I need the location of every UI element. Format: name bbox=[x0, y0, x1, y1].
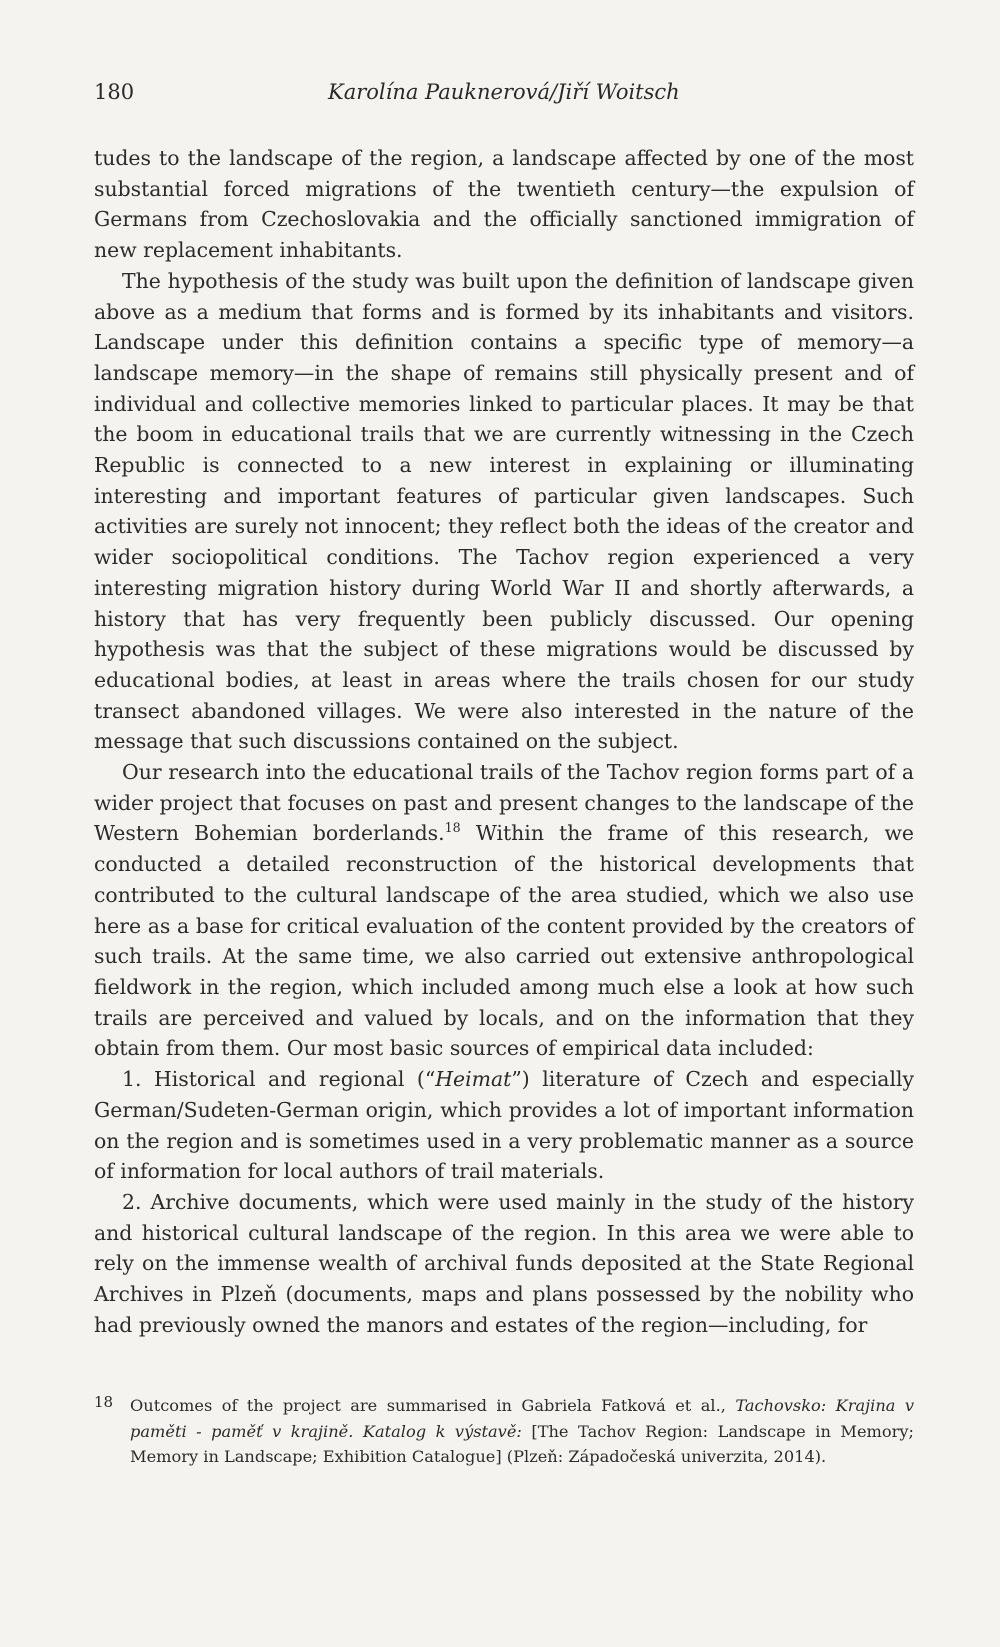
page-header bbox=[94, 80, 914, 114]
body-text bbox=[94, 143, 914, 1340]
paragraph-5: 2. Archive documents, which were used mainly in the study of the history and historical cultural landscape of the region. In this area we were able to rely on the immense wealth of archival funds deposited at the State Regional Archives in Plzeň (documents, maps and plans possessed by the nobility who had previously owned the manors and estates of the region—including, for bbox=[94, 1189, 914, 1337]
paragraph-4-text-b: ”) literature of Czech and especially German/Sudeten-German origin, which provides a lot of important information on the region and is sometimes used in a very problematic manner as a source of information for local authors of trail materials. bbox=[94, 1067, 915, 1184]
page-number: 180 bbox=[94, 80, 135, 104]
paragraph-2: The hypothesis of the study was built upon the definition of landscape given above as a medium that forms and is formed by its inhabitants and visitors. Landscape under this definition contains a specific type of memory—a landscape memory—in the shape of remains still physically present and of individual and collective memories linked to particular places. It may be that the boom in educational trails that we are currently witnessing in the Czech Republic is connected to a new interest in explaining or illuminating interesting and important features of particular given landscapes. Such activities are surely not innocent; they reflect both the ideas of the creator and wider sociopolitical conditions. The Tachov region experienced a very interesting migration history during World War II and shortly afterwards, a history that has very frequently been publicly discussed. Our opening hypothesis was that the subject of these migrations would be discussed by educational bodies, at least in areas where the trails chosen for our study transect abandoned villages. We were also interested in the nature of the message that such discussions contained on the subject. bbox=[94, 268, 914, 754]
paragraph-3 bbox=[94, 757, 914, 1064]
paragraph-4-text-a: 1. Historical and regional (“ bbox=[122, 1067, 436, 1092]
paragraph-3-text-a: Our research into the educational trails of the Tachov region forms part of a wider project that focuses on past and present changes to the landscape of the Western Bohemian borderlands. bbox=[94, 760, 914, 846]
running-head: Karolína Pauknerová/Jiří Woitsch bbox=[328, 80, 680, 104]
footnote bbox=[94, 1393, 914, 1470]
paragraph-4 bbox=[94, 1064, 914, 1187]
paragraph-4-italic: Heimat bbox=[435, 1067, 512, 1092]
paragraph-3-text-b: Within the frame of this research, we conducted a detailed reconstruction of the historical developments that contributed to the cultural landscape of the area studied, which we also use here as a base for critical evaluation of the content provided by the creators of such trails. At the same time, we also carried out extensive anthropological fieldwork in the region, which included among much else a look at how such trails are perceived and valued by locals, and on the information that they obtain from them. Our most basic sources of empirical data included: bbox=[94, 821, 914, 1061]
footnote-italic: Tachovsko: Krajina v paměti - paměť v krajině. Katalog k výstavě: bbox=[130, 1396, 914, 1441]
footnote-text-a: Outcomes of the project are summarised in Gabriela Fatková et al., bbox=[130, 1396, 736, 1415]
footnote-reference: 18 bbox=[444, 820, 461, 836]
paragraph-1: tudes to the landscape of the region, a landscape affected by one of the most substantial forced migrations of the twentieth century—the expulsion of Germans from Czechoslovakia and the officially sanctioned immigration of new replacement inhabitants. bbox=[94, 146, 914, 263]
footnote-text-b: [The Tachov Region: Landscape in Memory; Memory in Landscape; Exhibition Catalogue] (Plzeň: Západočeská univerzita, 2014). bbox=[130, 1421, 914, 1466]
footnote-number: 18 bbox=[94, 1393, 114, 1411]
